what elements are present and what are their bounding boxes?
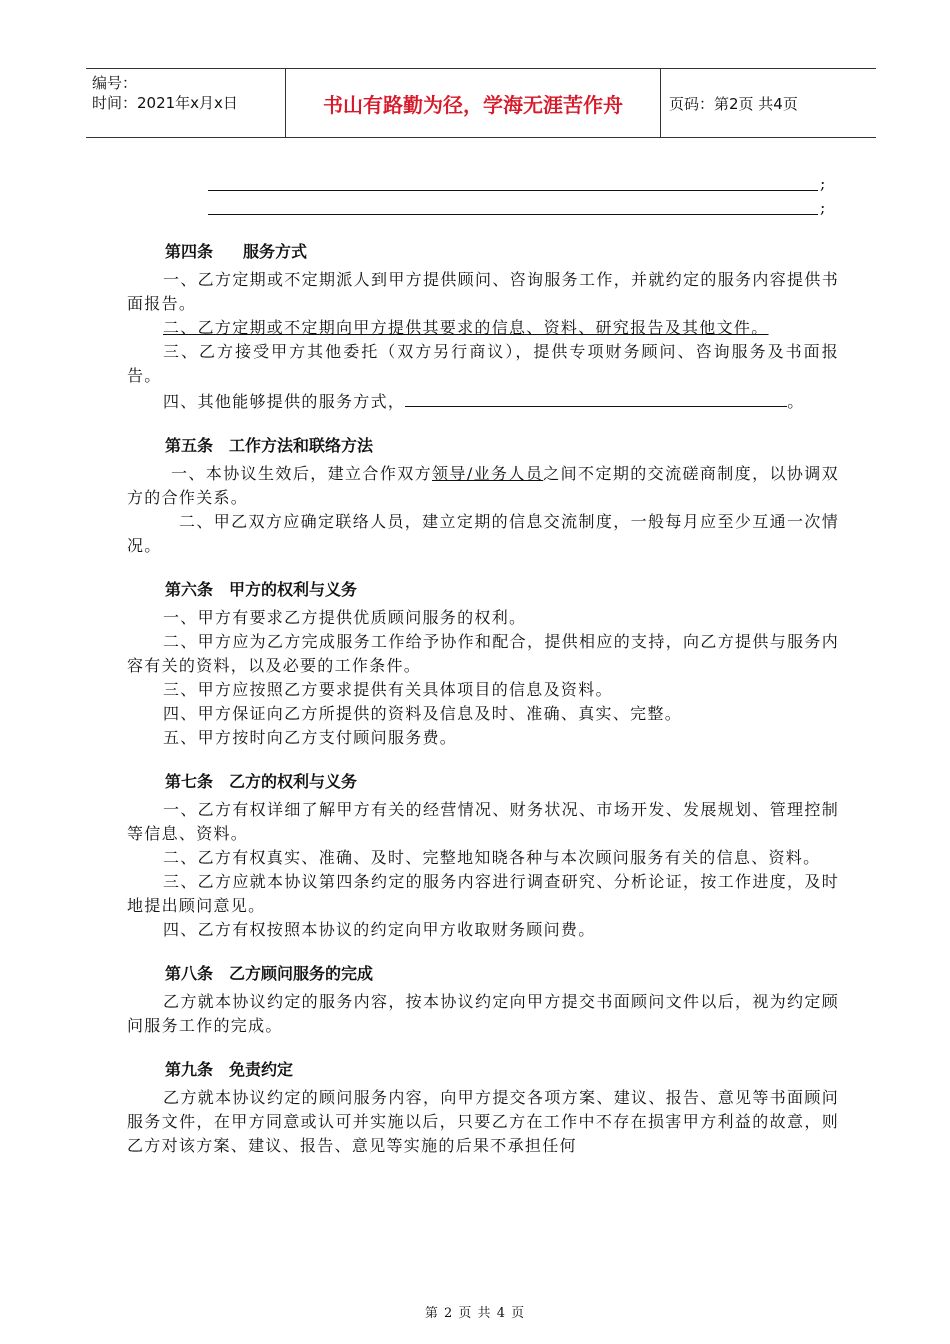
clause: 二、甲乙双方应确定联络人员，建立定期的信息交流制度，一般每月应至少互通一次情况。 bbox=[127, 512, 839, 555]
clause bbox=[127, 462, 839, 510]
fill-in-semicolon: ; bbox=[820, 174, 826, 193]
article-heading bbox=[127, 770, 839, 794]
clause: 四、甲方保证向乙方所提供的资料及信息及时、准确、真实、完整。 bbox=[163, 704, 683, 723]
article-title: 免责约定 bbox=[229, 1060, 294, 1079]
document-body bbox=[127, 240, 839, 1158]
article-8 bbox=[127, 962, 839, 1038]
article-heading bbox=[127, 962, 839, 986]
document-date-label: 时间：2021年x月x日 bbox=[92, 94, 238, 112]
clause-text: 四、其他能够提供的服务方式， bbox=[163, 392, 406, 411]
article-heading bbox=[127, 1058, 839, 1082]
article-number: 第八条 bbox=[165, 964, 214, 983]
clause-underlined: 领导/业务人员 bbox=[432, 464, 544, 483]
clause-underlined: 二、乙方定期或不定期向甲方提供其要求的信息、资料、研究报告及其他文件。 bbox=[163, 318, 769, 337]
clause: 三、乙方应就本协议第四条约定的服务内容进行调查研究、分析论证，按工作进度，及时地提出顾问意见。 bbox=[127, 872, 839, 915]
clause: 乙方就本协议约定的顾问服务内容，向甲方提交各项方案、建议、报告、意见等书面顾问服务文件，在甲方同意或认可并实施以后，只要乙方在工作中不存在损害甲方利益的故意，则乙方对该方案、建议、报告、意见等实施的后果不承担任何 bbox=[127, 1088, 839, 1155]
article-number: 第七条 bbox=[165, 772, 214, 791]
clause: 二、乙方有权真实、准确、及时、完整地知晓各种与本次顾问服务有关的信息、资料。 bbox=[163, 848, 821, 867]
fill-in-blank bbox=[405, 388, 787, 407]
clause bbox=[127, 316, 839, 340]
document-number-label: 编号： bbox=[92, 74, 138, 92]
fill-in-line bbox=[208, 190, 818, 191]
fill-in-line bbox=[208, 214, 818, 215]
article-number: 第四条 bbox=[165, 242, 214, 261]
header-page-info: 页码：第2页 共4页 bbox=[669, 94, 798, 113]
article-5 bbox=[127, 434, 839, 558]
article-9 bbox=[127, 1058, 839, 1158]
clause: 一、乙方有权详细了解甲方有关的经营情况、财务状况、市场开发、发展规划、管理控制等信息、资料。 bbox=[127, 800, 839, 843]
article-title: 工作方法和联络方法 bbox=[229, 436, 374, 455]
clause: 一、乙方定期或不定期派人到甲方提供顾问、咨询服务工作，并就约定的服务内容提供书面报告。 bbox=[127, 270, 839, 313]
header-meta bbox=[86, 69, 284, 137]
clause-text: 之间不定期的交流磋商制度，以协调双方的合作关系。 bbox=[127, 464, 839, 507]
clause: 二、甲方应为乙方完成服务工作给予协作和配合，提供相应的支持，向乙方提供与服务内容有关的资料，以及必要的工作条件。 bbox=[127, 632, 839, 675]
clause-text: 一、本协议生效后，建立合作双方 bbox=[171, 464, 433, 483]
clause bbox=[127, 388, 839, 414]
article-heading bbox=[127, 434, 839, 458]
article-4 bbox=[127, 240, 839, 414]
article-title: 乙方的权利与义务 bbox=[229, 772, 358, 791]
article-title: 服务方式 bbox=[243, 242, 308, 261]
article-title: 乙方顾问服务的完成 bbox=[229, 964, 374, 983]
article-heading bbox=[127, 240, 839, 264]
article-6 bbox=[127, 578, 839, 750]
fill-in-semicolon: ; bbox=[820, 198, 826, 217]
clause-end-mark: 。 bbox=[787, 392, 805, 411]
page-header bbox=[86, 68, 876, 138]
clause: 三、乙方接受甲方其他委托（双方另行商议），提供专项财务顾问、咨询服务及书面报告。 bbox=[127, 342, 839, 385]
article-number: 第九条 bbox=[165, 1060, 214, 1079]
clause: 乙方就本协议约定的服务内容，按本协议约定向甲方提交书面顾问文件以后，视为约定顾问服务工作的完成。 bbox=[127, 992, 839, 1035]
clause: 五、甲方按时向乙方支付顾问服务费。 bbox=[163, 728, 458, 747]
clause: 三、甲方应按照乙方要求提供有关具体项目的信息及资料。 bbox=[163, 680, 613, 699]
clause: 四、乙方有权按照本协议的约定向甲方收取财务顾问费。 bbox=[163, 920, 596, 939]
page-footer: 第 2 页 共 4 页 bbox=[424, 1306, 526, 1321]
clause: 一、甲方有要求乙方提供优质顾问服务的权利。 bbox=[163, 608, 527, 627]
article-number: 第五条 bbox=[165, 436, 214, 455]
article-number: 第六条 bbox=[165, 580, 214, 599]
header-motto: 书山有路勤为径，学海无涯苦作舟 bbox=[285, 69, 661, 137]
article-title: 甲方的权利与义务 bbox=[229, 580, 358, 599]
article-7 bbox=[127, 770, 839, 942]
article-heading bbox=[127, 578, 839, 602]
